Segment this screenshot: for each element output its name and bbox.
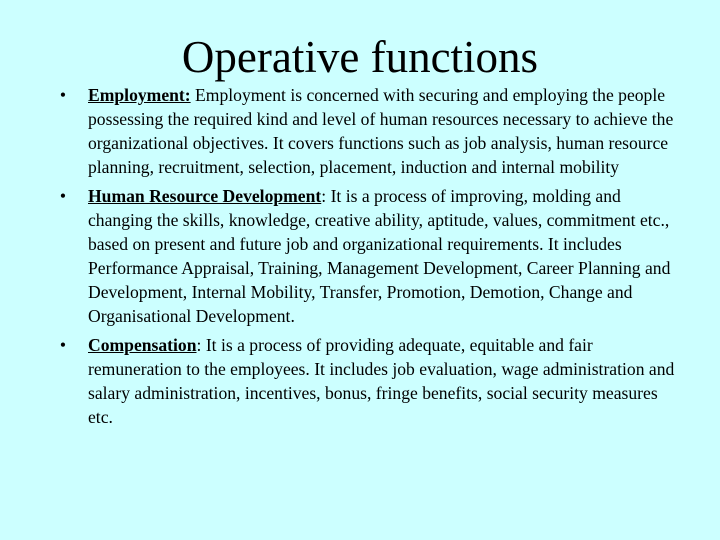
bullet-term: Employment: [88, 85, 191, 105]
bullet-human-resource-development [56, 184, 676, 328]
bullet-list [56, 83, 676, 434]
bullet-text: Employment is concerned with securing and employing the people possessing the required kind and level of human resources necessary to achieve the organizational objectives. It covers functions such as job analysis, human resource planning, recruitment, selection, placement, induction and internal mobility [88, 85, 674, 177]
bullet-employment [56, 83, 676, 179]
bullet-separator: : [321, 186, 331, 206]
slide-title: Operative functions [181, 32, 539, 82]
bullet-separator: : [196, 335, 206, 355]
bullet-text: It is a process of providing adequate, equitable and fair remuneration to the employees. It includes job evaluation, wage administration and salary administration, incentives, bonus, fringe benefits, social security measures etc. [88, 335, 675, 427]
bullet-term: Human Resource Development [88, 186, 322, 206]
bullet-compensation [56, 333, 676, 429]
bullet-term: Compensation [88, 335, 197, 355]
bullet-text: It is a process of improving, molding and changing the skills, knowledge, creative ability, aptitude, values, commitment etc., based on present and future job and organizational requirements. It includes Performance Appraisal, Training, Management Development, Career Planning and Development, Internal Mobility, Transfer, Promotion, Demotion, Change and Organisational Development. [88, 186, 671, 326]
bullet-dot-icon: • [59, 186, 67, 206]
bullet-dot-icon: • [59, 85, 67, 105]
bullet-dot-icon: • [59, 335, 67, 355]
